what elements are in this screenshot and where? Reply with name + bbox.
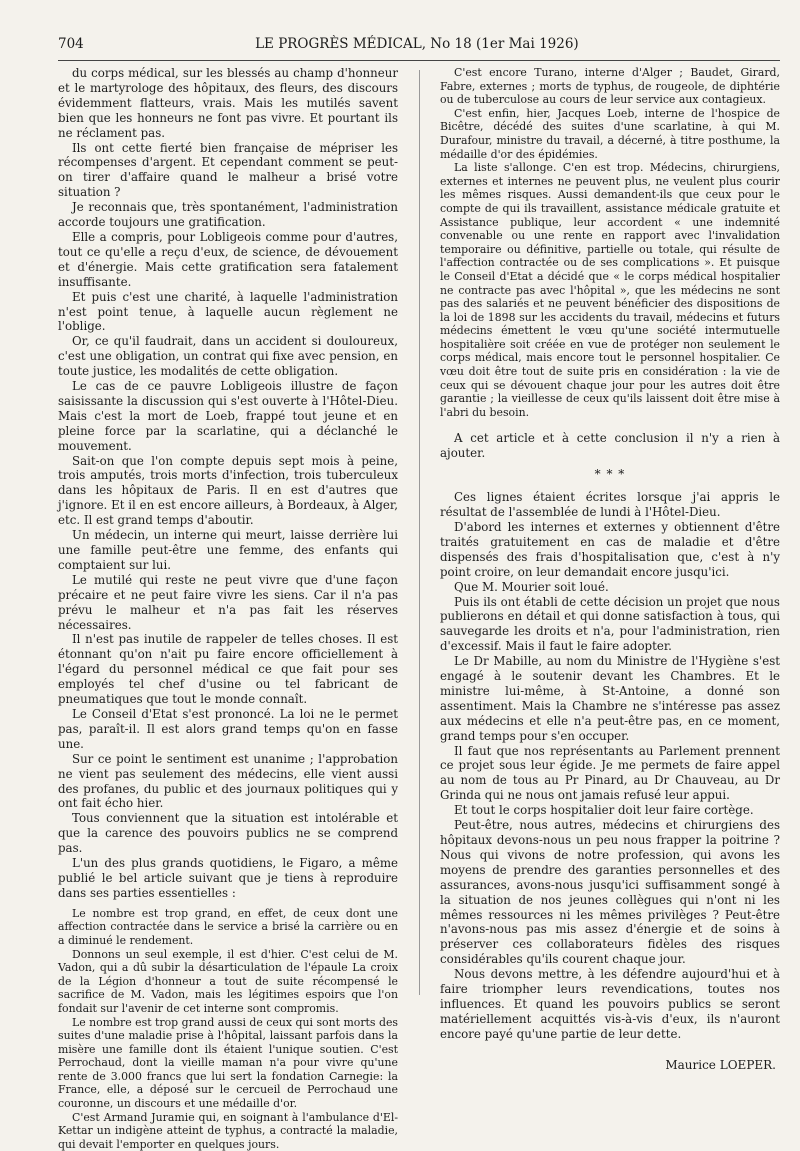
paragraph: D'abord les internes et externes y obtiennent d'être traités gratuitement en cas de maladie et d'être dispensés des frais d'hospitalisation que, c'est à n'y point croire, on leur demandait encore jusqu'ici.	[440, 519, 780, 579]
paragraph: Sait-on que l'on compte depuis sept mois à peine, trois amputés, trois morts d'infection, trois tuberculeux dans les hôpitaux de Paris. Il en est d'autres que j'ignore. Et il en est encore ailleurs, à Bordeaux, à Alger, etc. Il est grand temps d'aboutir.	[58, 453, 398, 528]
paragraph: Nous devons mettre, à les défendre aujourd'hui et à faire triompher leurs revendications, toutes nos influences. Et quand les pouvoirs publics se seront matériellement acquittés vis-à-vis d'eux, ils n'auront encore payé qu'une partie de leur dette.	[440, 967, 780, 1041]
signature	[440, 1058, 780, 1073]
paragraph: L'un des plus grands quotidiens, le Figaro, a même publié le bel article suivant que je tiens à reproduire dans ses parties essentielles :	[58, 856, 398, 900]
paragraph: Et puis c'est une charité, à laquelle l'administration n'est point tenue, à laquelle aucun règlement ne l'oblige.	[58, 289, 398, 334]
signature-first-name: Maurice	[665, 1057, 716, 1072]
paragraph: Je reconnais que, très spontanément, l'administration accorde toujours une gratification.	[58, 200, 398, 230]
right-column	[440, 66, 780, 1072]
left-column	[58, 66, 398, 1151]
paragraph: Le nombre est trop grand aussi de ceux qui sont morts des suites d'une maladie prise à l'hôpital, laissant parfois dans la misère une famille dont ils étaient l'unique soutien. C'est Perrochaud, dont la vieille maman n'a pour vivre qu'une rente de 3.000 francs que lui sert la fondation Carnegie: la France, elle, a déposé sur le cercueil de Perrochaud une couronne, un discours et une médaille d'or.	[58, 1015, 398, 1111]
paragraph: Le Dr Mabille, au nom du Ministre de l'Hygiène s'est engagé à le soutenir devant les Chambres. Et le ministre lui-même, à St-Antoine, a donné son assentiment. Mais la Chambre ne s'intéresse pas assez aux médecins et elle n'a peut-être pas, en ce moment, grand temps pour s'en occuper.	[440, 654, 780, 743]
column-divider	[419, 70, 420, 995]
paragraph: du corps médical, sur les blessés au champ d'honneur et le martyrologe des hôpitaux, des fleurs, des discours évidemment flatteurs, vrais. Mais les mutilés savent bien que les honneurs ne font pas vivre. Et pourtant ils ne réclament pas.	[58, 66, 398, 140]
paragraph: Que M. Mourier soit loué.	[454, 579, 609, 594]
section-separator: * * *	[594, 467, 626, 482]
paragraph: Donnons un seul exemple, il est d'hier. C'est celui de M. Vadon, qui a dû subir la désarticulation de l'épaule La croix de la Légion d'honneur a tout de suite récompensé le sacrifice de M. Vadon, mais les légitimes espoirs que l'on fondait sur l'avenir de cet interne sont compromis.	[58, 947, 398, 1015]
paragraph: Puis ils ont établi de cette décision un projet que nous publierons en détail et qui donne satisfaction à tous, qui sauvegarde les droits et n'a, pour l'administration, rien d'excessif. Mais il faut le faire adopter.	[440, 594, 780, 654]
paragraph: Un médecin, un interne qui meurt, laisse derrière lui une famille peut-être une femme, des enfants qui comptaient sur lui.	[58, 528, 398, 572]
left-body	[58, 66, 398, 901]
page-header	[58, 36, 780, 60]
paragraph: C'est Armand Juramie qui, en soignant à l'ambulance d'El-Kettar un indigène atteint de typhus, a contracté la maladie, qui devait l'emporter en quelques jours.	[58, 1110, 398, 1151]
paragraph: Ces lignes étaient écrites lorsque j'ai appris le résultat de l'assemblée de lundi à l'Hôtel-Dieu.	[440, 490, 780, 520]
paragraph: Il faut que nos représentants au Parlement prennent ce projet sous leur égide. Je me permets de faire appel au nom de tous au Pr Pinard, au Dr Chauveau, au Dr Grinda qui ne nous ont jamais refusé leur appui.	[440, 743, 780, 803]
paragraph: La liste s'allonge. C'en est trop. Médecins, chirurgiens, externes et internes ne peuvent plus, ne veulent plus courir les mêmes risques. Aussi demandent-ils que ceux pour le compte de qui ils travaillent, assistance médicale gratuite et Assistance publique, leur accordent « une indemnité convenable ou une rente en rapport avec l'invalidation temporaire ou définitive, partielle ou totale, qui résulte de l'affection contractée ou de ses complications ». Et puisque le Conseil d'Etat a décidé que « le corps médical hospitalier ne contracte pas avec l'hôpital », que les médecins ne sont pas des salariés et ne peuvent bénéficier des dispositions de la loi de 1898 sur les accidents du travail, médecins et futurs médecins émettent le vœu qu'une société intermutuelle hospitalière soit créée en vue de protéger non seulement le corps médical, mais encore tout le personnel hospitalier. Ce vœu doit être tout de suite pris en considération : la vie de ceux qui se dévouent chaque jour pour les autres doit être garantie ; la vieillesse de ceux qu'ils laissent doit être mise à l'abri du besoin.	[440, 161, 780, 419]
paragraph: Le cas de ce pauvre Lobligeois illustre de façon saisissante la discussion qui s'est ouverte à l'Hôtel-Dieu. Mais c'est la mort de Loeb, frappé tout jeune et en pleine force par la scarlatine, qui a déclanché le mouvement.	[58, 379, 398, 453]
page-number: 704	[58, 36, 84, 52]
paragraph: Elle a compris, pour Lobligeois comme pour d'autres, tout ce qu'elle a reçu d'eux, de science, de dévouement et d'énergie. Mais cette gratification sera fatalement insuffisante.	[58, 229, 398, 289]
paragraph: Peut-être, nous autres, médecins et chirurgiens des hôpitaux devons-nous un peu nous frapper la poitrine ? Nous qui vivons de notre profession, qui avons les moyens de prendre des garanties personnelles et des assurances, avons-nous jusqu'ici suffisamment songé à la situation de nos jeunes collègues qui n'ont ni les mêmes ressources ni les mêmes privilèges ? Peut-être n'avons-nous pas mis assez d'énergie et de soins à préserver ces collaborateurs fidèles des risques considérables qu'ils courent chaque jour.	[440, 818, 780, 967]
right-body-2	[440, 490, 780, 1042]
paragraph: A cet article et à cette conclusion il n'y a rien à ajouter.	[440, 431, 780, 461]
right-body-1	[440, 431, 780, 461]
paragraph: Tous conviennent que la situation est intolérable et que la carence des pouvoirs publics ne se comprend pas.	[58, 811, 398, 856]
left-quote	[58, 907, 398, 1151]
paragraph: Or, ce qu'il faudrait, dans un accident si douloureux, c'est une obligation, un contrat qui fixe avec pension, en toute justice, les modalités de cette obligation.	[58, 334, 398, 379]
right-quote	[440, 66, 780, 419]
paragraph: C'est enfin, hier, Jacques Loeb, interne de l'hospice de Bicêtre, décédé des suites d'une scarlatine, à qui M. Durafour, ministre du travail, a décerné, à titre posthume, la médaille d'or des épidémies.	[440, 106, 780, 161]
signature-last-name: LOEPER.	[719, 1057, 776, 1072]
journal-title: LE PROGRÈS MÉDICAL, No 18 (1er Mai 1926)	[255, 36, 579, 52]
paragraph: Il n'est pas inutile de rappeler de telles choses. Il est étonnant qu'on n'ait pu faire encore officiellement à l'égard du personnel médical ce que fait pour ses employés tel chef d'usine ou tel fabricant de pneumatiques que tout le monde connaît.	[58, 632, 398, 707]
paragraph: Et tout le corps hospitalier doit leur faire cortège.	[454, 803, 754, 818]
paragraph: Sur ce point le sentiment est unanime ; l'approbation ne vient pas seulement des médecins, elle vient aussi des profanes, du public et des journaux politiques qui y ont fait écho hier.	[58, 751, 398, 811]
paragraph: C'est encore Turano, interne d'Alger ; Baudet, Girard, Fabre, externes ; morts de typhus, de rougeole, de diphtérie ou de tuberculose au cours de leur service aux contagieux.	[440, 66, 780, 107]
paragraph: Le Conseil d'Etat s'est prononcé. La loi ne le permet pas, paraît-il. Il est alors grand temps qu'on en fasse une.	[58, 706, 398, 751]
paragraph: Le nombre est trop grand, en effet, de ceux dont une affection contractée dans le service a brisé la carrière ou en a diminué le rendement.	[58, 906, 398, 947]
header-rule	[58, 60, 780, 61]
paragraph: Le mutilé qui reste ne peut vivre que d'une façon précaire et ne peut faire vivre les siens. Car il n'a pas prévu le malheur et n'a pas fait les réserves nécessaires.	[58, 572, 398, 632]
paragraph: Ils ont cette fierté bien française de mépriser les récompenses d'argent. Et cependant comment se peut-on tirer d'affaire quand le malheur a brisé votre situation ?	[58, 140, 398, 200]
